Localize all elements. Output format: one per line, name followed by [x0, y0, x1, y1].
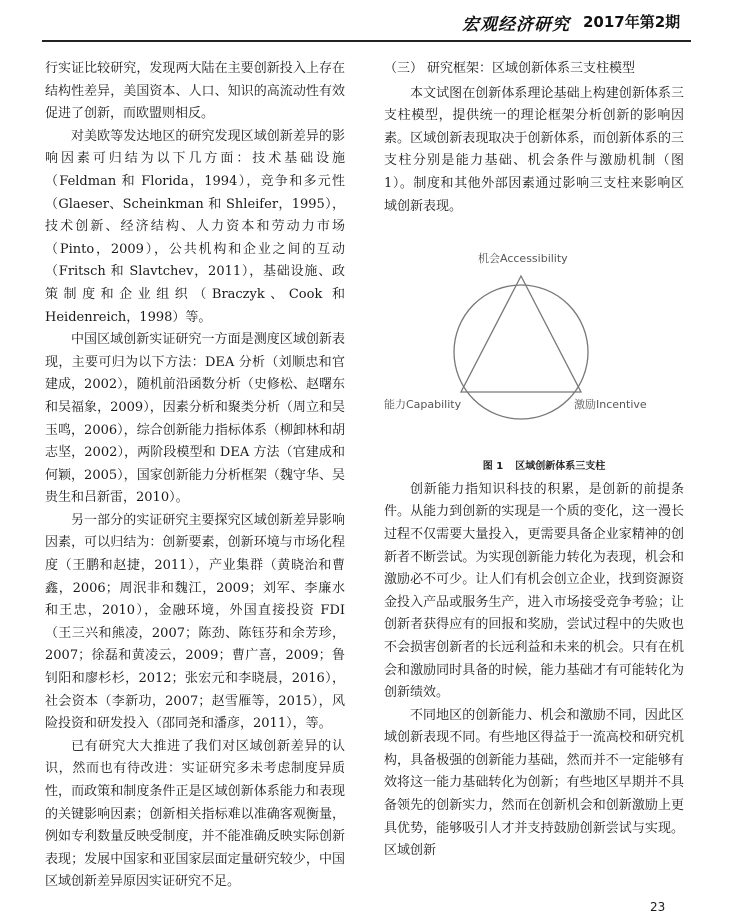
page-header — [0, 0, 741, 42]
paragraph: 本文试图在创新体系理论基础上构建创新体系三支柱模型，提供统一的理论框架分析创新的影响因素。区域创新表现取决于创新体系，而创新体系的三支柱分别是能力基础、机会条件与激励机制（图 1）。制度和其他外部因素通过影响三支柱来影响区域创新表现。 — [384, 85, 684, 214]
issue-number: 2017年第2期 — [583, 13, 681, 31]
section-number: （三） — [384, 61, 424, 76]
figure-caption — [384, 456, 684, 479]
paragraph: 行实证比较研究，发现两大陆在主要创新投入上存在结构性差异，美国资本、人口、知识的高流动性有效促进了创新，而欧盟则相反。 — [45, 61, 345, 122]
pillar-triangle — [461, 276, 581, 392]
figure-three-pillars — [384, 248, 684, 448]
paragraph: 已有研究大大推进了我们对区域创新差异的认识，然而也有待改进：实证研究多未考虑制度异质性，而政策和制度条件正是区域创新体系能力和表现的关键影响因素；创新相关指标难以准确客观衡量，例如专利数量反映受制度，并不能准确反映实际创新表现；发展中国家和亚国家层面定量研究较少，中国区域创新差异原因实证研究不足。 — [45, 738, 345, 890]
page-number: 23 — [650, 900, 666, 914]
caption-number: 图 1 — [482, 461, 504, 473]
journal-title: 宏观经济研究 — [462, 15, 570, 35]
paragraph: 不同地区的创新能力、机会和激励不同，因此区域创新表现不同。有些地区得益于一流高校和研究机构，具备极强的创新能力基础，然而并不一定能够有效将这一能力基础转化为创新；有些地区早期并不具备领先的创新实力，然而在创新机会和创新激励上更具优势，能够吸引人才并支持鼓励创新尝试与实现。区域创新 — [384, 707, 684, 859]
paragraph: 创新能力指知识科技的积累，是创新的前提条件。从能力到创新的实现是一个质的变化，这一漫长过程不仅需要大量投入，更需要具备企业家精神的创新者不断尝试。为实现创新能力转化为表现，机会和激励必不可少。让人们有机会创立企业，找到资源资金投入产品或服务生产，进入市场接受竞争考验；让创新者获得应有的回报和奖励，尝试过程中的失败也不会损害创新者的长远利益和未来的机会。只有在机会和激励同时具备的时候，能力基础才有可能转化为创新绩效。 — [384, 481, 684, 701]
section-heading — [384, 58, 684, 81]
label-capability: 能力Capability — [384, 398, 462, 412]
label-accessibility: 机会Accessibility — [478, 252, 568, 266]
paragraph: 对美欧等发达地区的研究发现区域创新差异的影响因素可归结为以下几方面：技术基础设施（Feldman 和 Florida，1994），竞争和多元性（Glaeser、Scheinkman 和 Shleifer，1995），技术创新、经济结构、人力资本和劳动力市场（Pinto，2009），公共机构和企业之间的互动（Fritsch 和 Slavtchev，2011），基础设施、政策制度和企业组织（Braczyk、Cook 和 Heidenreich，1998）等。 — [45, 128, 345, 325]
header-rule — [42, 40, 691, 42]
three-pillars-diagram — [384, 248, 684, 448]
left-column — [45, 58, 345, 894]
paragraph: 另一部分的实证研究主要探究区域创新差异影响因素，可以归结为：创新要素，创新环境与市场化程度（王鹏和赵捷，2011），产业集群（黄晓治和曹鑫，2006；周泯非和魏江，2009；刘军、李廉水和王忠，2010），金融环境，外国直接投资 FDI（王三兴和熊凌，2007；陈劲、陈钰芬和余芳珍，2007；徐磊和黄凌云，2009；曹广喜，2009；鲁钊阳和廖杉杉，2012；张宏元和李晓晨，2016），社会资本（李新功，2007；赵雪雁等，2015），风险投资和研发投入（邵同尧和潘彦，2011），等。 — [45, 512, 345, 732]
pillar-circle — [454, 285, 588, 419]
caption-text: 区域创新体系三支柱 — [515, 461, 606, 473]
label-incentive: 激励Incentive — [574, 398, 647, 412]
right-column — [384, 58, 684, 863]
section-title: 研究框架：区域创新体系三支柱模型 — [427, 61, 636, 76]
paragraph: 中国区域创新实证研究一方面是测度区域创新表现，主要可归为以下方法：DEA 分析（刘顺忠和官建成，2002），随机前沿函数分析（史修松、赵曙东和吴福象，2009），因素分析和聚类分析（周立和吴玉鸣，2006），综合创新能力指标体系（柳卸林和胡志坚，2002），两阶段模型和 DEA 方法（官建成和何颖，2005），国家创新能力分析框架（魏守华、吴贵生和吕新雷，2010）。 — [45, 332, 345, 506]
